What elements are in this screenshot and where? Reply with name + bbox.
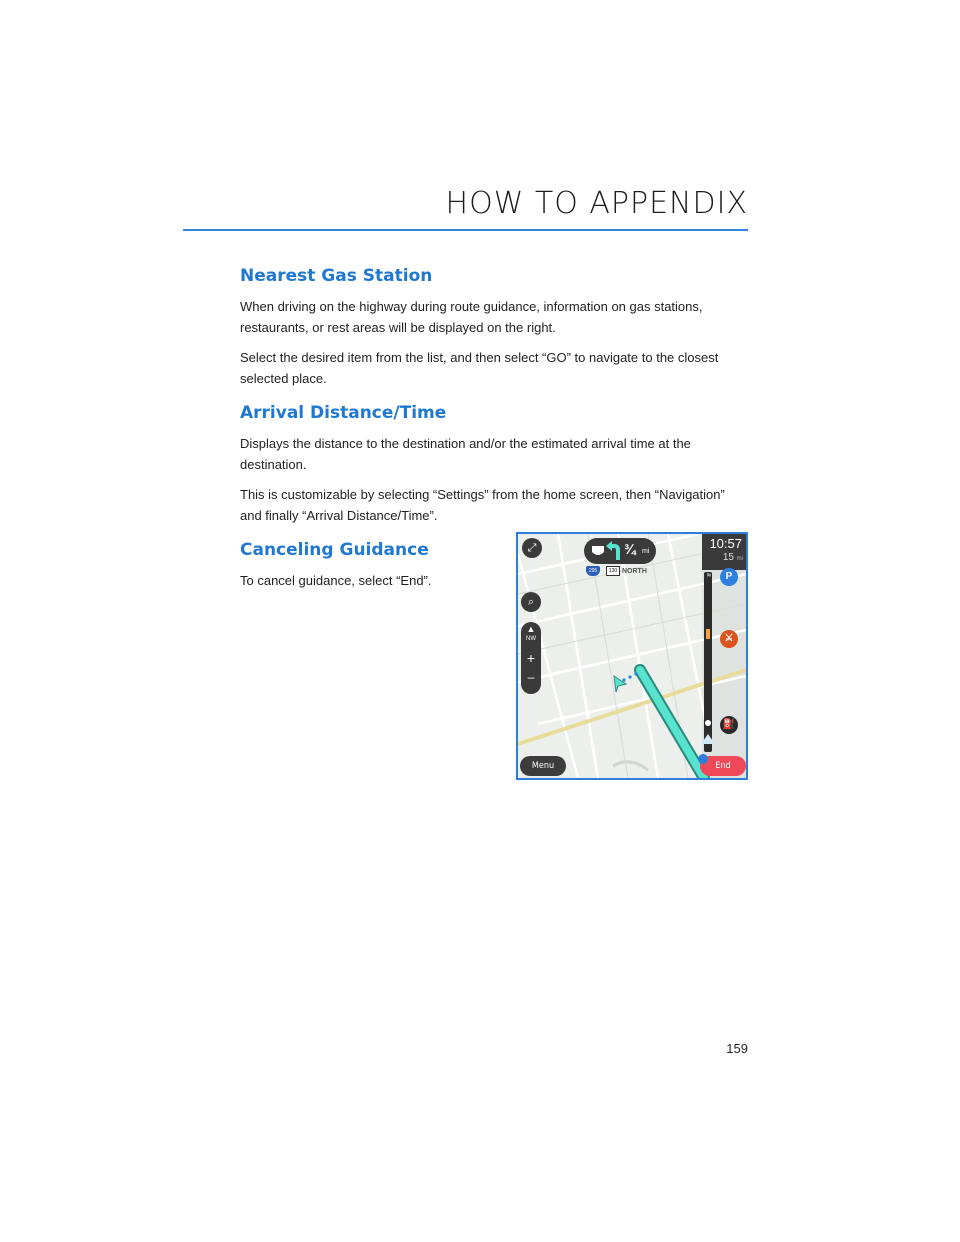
- interstate-turn-icon: [588, 538, 624, 564]
- search-button[interactable]: [521, 592, 541, 612]
- paragraph: To cancel guidance, select “End”.: [240, 573, 432, 588]
- paragraph: Select the desired item from the list, and then select “GO” to navigate to the closest selected place.: [240, 350, 719, 386]
- paragraph: When driving on the highway during route guidance, information on gas stations, restaurants, or rest areas will be displayed on the right.: [240, 299, 703, 335]
- navigation-screenshot: [516, 532, 748, 780]
- page-header-title: HOW TO APPENDIX: [445, 186, 748, 221]
- remaining-distance-unit: mi: [736, 556, 743, 562]
- menu-button[interactable]: Menu: [520, 756, 566, 776]
- arrival-info-panel[interactable]: [702, 534, 746, 570]
- expand-icon: ⤢: [527, 542, 537, 554]
- map-control-stack: [521, 622, 541, 694]
- restaurant-poi-icon[interactable]: ⚔: [720, 630, 738, 648]
- vehicle-position-icon: [701, 734, 715, 744]
- zoom-in-button[interactable]: +: [526, 650, 536, 666]
- us-route-shield: 130: [606, 566, 620, 576]
- paragraph: This is customizable by selecting “Settings” from the home screen, then “Navigation” and finally “Arrival Distance/Time”.: [240, 487, 725, 523]
- end-button[interactable]: End: [700, 756, 746, 776]
- instruction-distance-unit: mi: [642, 548, 650, 555]
- search-icon: ⌕: [527, 596, 535, 608]
- destination-flag-icon: ⚑: [705, 573, 712, 580]
- section-nearest-gas-station: [240, 266, 750, 389]
- header-divider: [183, 229, 748, 231]
- paragraph: Displays the distance to the destination and/or the estimated arrival time at the destination.: [240, 436, 691, 472]
- compass-icon[interactable]: ▲: [526, 624, 536, 634]
- section-heading: Canceling Guidance: [240, 540, 429, 560]
- traffic-marker: [706, 629, 710, 639]
- road-direction-label: NORTH: [622, 568, 647, 575]
- gas-station-poi-icon[interactable]: ⛽: [720, 716, 738, 734]
- arrival-time: 10:57: [709, 536, 742, 551]
- compass-label: NW: [526, 636, 536, 642]
- instruction-distance: ¾: [624, 541, 636, 557]
- next-instruction-panel[interactable]: [584, 538, 656, 564]
- location-dot: [698, 754, 708, 764]
- section-heading: Arrival Distance/Time: [240, 403, 447, 423]
- section-heading: Nearest Gas Station: [240, 266, 433, 286]
- interstate-shield: 295: [586, 566, 600, 576]
- zoom-out-button[interactable]: –: [527, 670, 535, 684]
- remaining-distance: 15: [722, 552, 734, 563]
- expand-map-button[interactable]: [522, 538, 542, 558]
- section-arrival-distance-time: [240, 403, 750, 526]
- parking-poi-icon[interactable]: P: [720, 568, 738, 586]
- page-number: 159: [726, 1041, 748, 1056]
- position-marker: [705, 720, 711, 726]
